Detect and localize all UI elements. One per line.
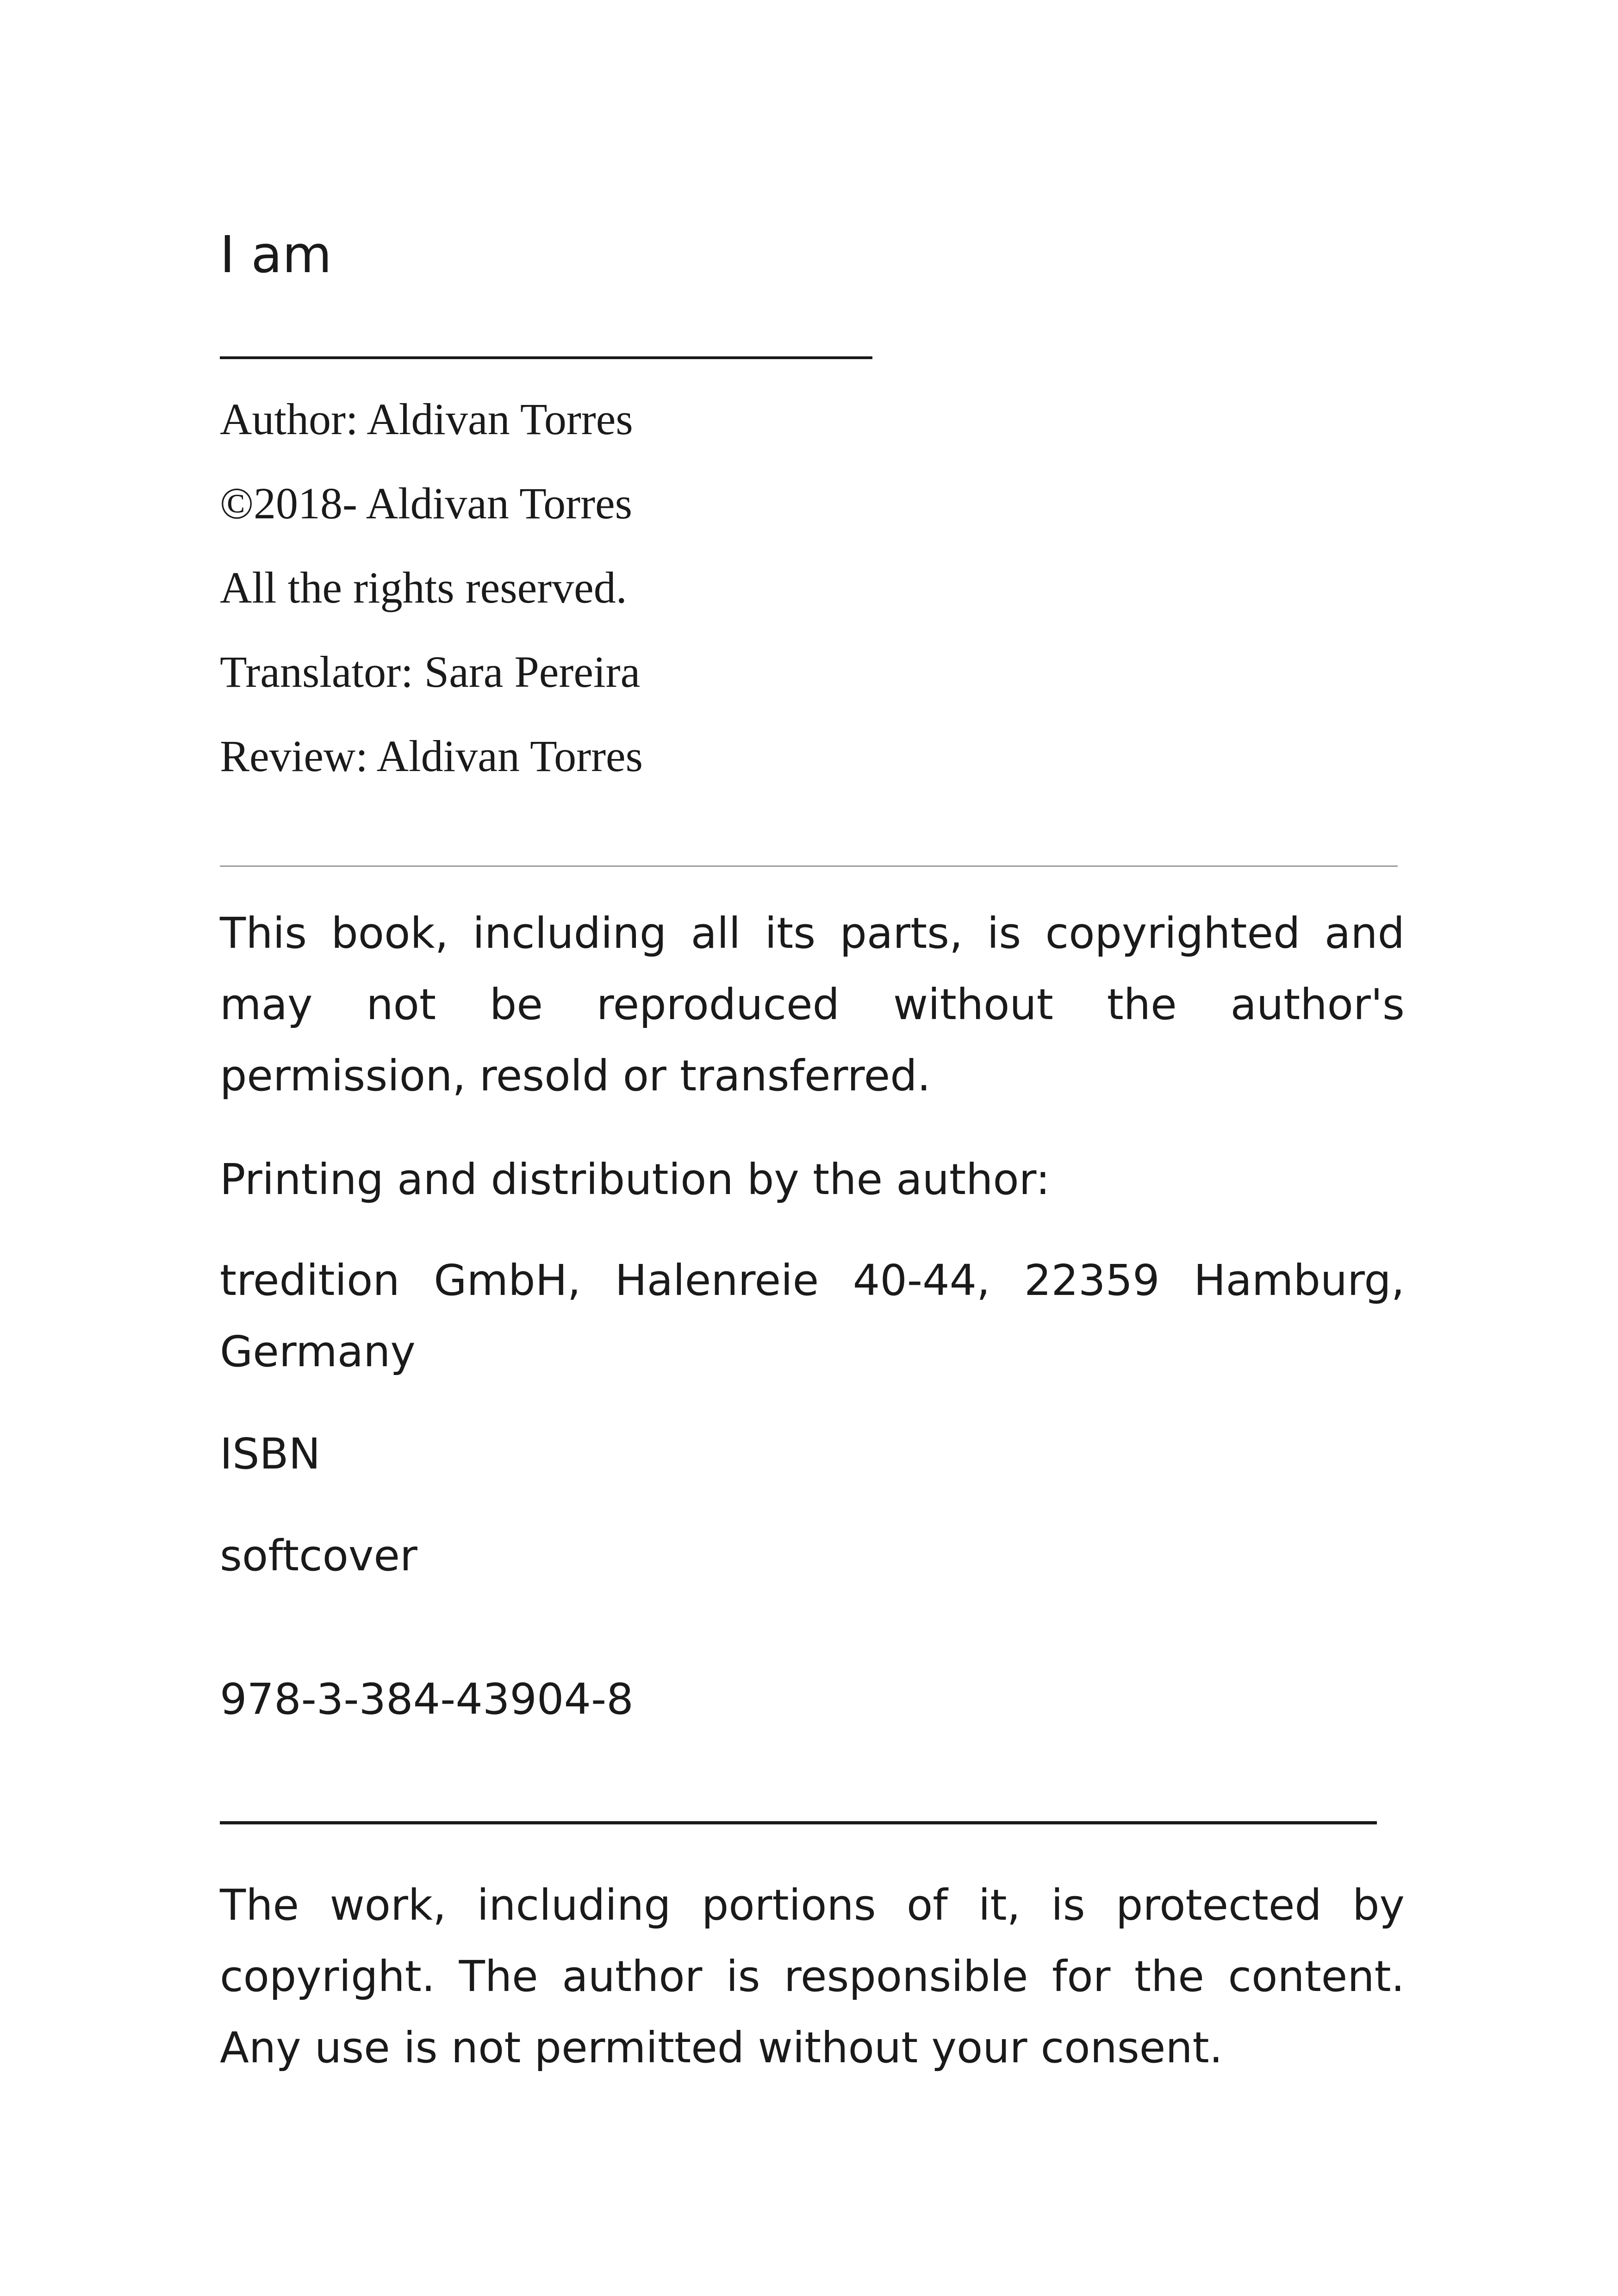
credits-divider — [220, 865, 1398, 867]
footer-notice: The work, including portions of it, is protected by copyright. The author is responsible for the content. Any use is not permitted without your consent. — [220, 1880, 1405, 2072]
rights-line: All the rights reserved. — [220, 563, 627, 612]
translator-line: Translator: Sara Pereira — [220, 647, 641, 697]
format-label: softcover — [220, 1531, 417, 1580]
notice-divider — [220, 1821, 1377, 1824]
copyright-line: ©2018- Aldivan Torres — [220, 479, 632, 528]
title-divider — [220, 356, 872, 359]
copyright-notice: This book, including all its parts, is copyrighted and may not be reproduced without the author's permission, resold or transferred. — [220, 908, 1405, 1101]
isbn-label: ISBN — [220, 1429, 321, 1479]
publisher-address: tredition GmbH, Halenreie 40-44, 22359 Hamburg, Germany — [220, 1256, 1405, 1376]
printing-line: Printing and distribution by the author: — [220, 1155, 1050, 1204]
page-title: I am — [220, 225, 332, 284]
isbn-number: 978-3-384-43904-8 — [220, 1674, 634, 1724]
review-line: Review: Aldivan Torres — [220, 731, 643, 781]
author-line: Author: Aldivan Torres — [220, 394, 633, 444]
